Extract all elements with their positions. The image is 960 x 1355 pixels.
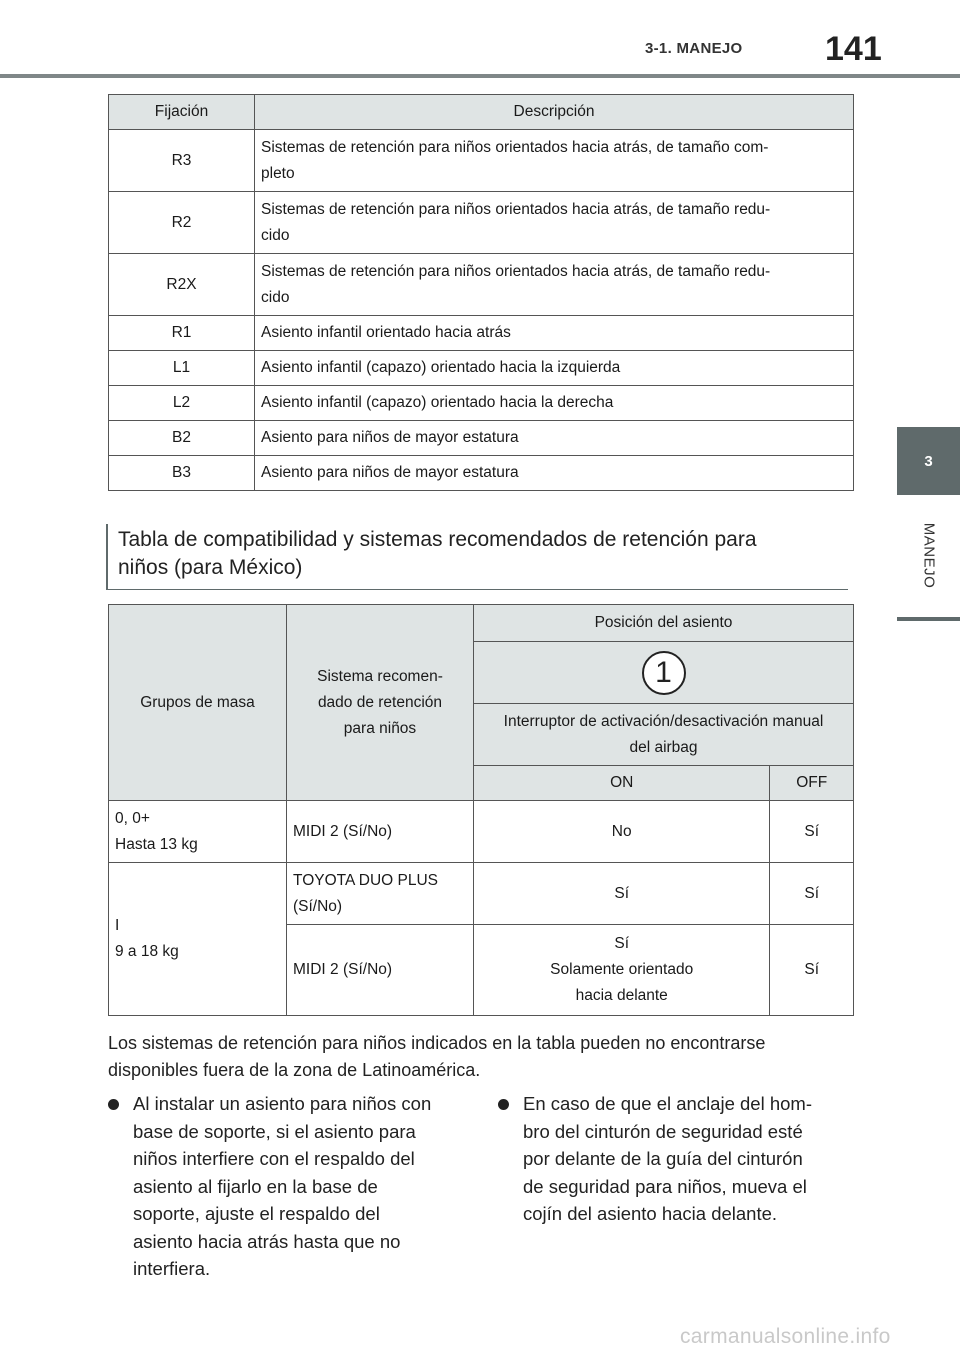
availability-note [108, 1030, 858, 1084]
group-line: Hasta 13 kg [115, 835, 198, 853]
fixation-description: Asiento para niños de mayor estatura [255, 456, 854, 491]
table-row [109, 863, 854, 925]
bullet-item [108, 1090, 468, 1283]
header-rule [0, 74, 960, 78]
bullet-text [523, 1090, 848, 1228]
table-row [109, 386, 854, 421]
note-line: Los sistemas de retención para niños indicados en la tabla pueden no encontrarse [108, 1033, 766, 1053]
fixation-description: Asiento para niños de mayor estatura [255, 421, 854, 456]
description-line: Sistemas de retención para niños orientados hacia atrás, de tamaño com- [261, 138, 769, 156]
bullet-item [498, 1090, 848, 1228]
fixation-code: R1 [109, 316, 255, 351]
seat-number-cell [474, 642, 854, 704]
table-row [109, 456, 854, 491]
system-cell [287, 863, 474, 925]
bullet-line: soporte, ajuste el respaldo del [133, 1203, 380, 1224]
system-line: (Sí/No) [293, 897, 343, 915]
fixation-description: Asiento infantil (capazo) orientado hacia la derecha [255, 386, 854, 421]
on-cell-line: hacia delante [575, 987, 668, 1004]
off-cell: Sí [770, 801, 854, 863]
bullet-line: bro del cinturón de seguridad esté [523, 1120, 803, 1142]
off-cell: Sí [770, 863, 854, 925]
switch-header-line: del airbag [629, 738, 698, 756]
chapter-tab-label [897, 495, 960, 615]
bullet-line: de seguridad para niños, mueva el [523, 1175, 807, 1197]
section-title-line: Tabla de compatibilidad y sistemas recomendados de retención para [118, 528, 757, 551]
bullet-line: asiento hacia atrás hasta que no [133, 1230, 401, 1252]
bullet-text [133, 1090, 468, 1283]
fixation-description: Asiento infantil (capazo) orientado hacia la izquierda [255, 351, 854, 386]
on-cell: No [474, 801, 770, 863]
fixation-table [108, 94, 854, 491]
system-header-line: para niños [343, 719, 417, 737]
bullet-dot-icon [498, 1099, 509, 1110]
airbag-switch-header [474, 704, 854, 766]
on-cell-line: Sí [614, 935, 630, 952]
weight-group-header: Grupos de masa [109, 605, 287, 801]
section-title-line: niños (para México) [118, 556, 303, 579]
note-line: disponibles fuera de la zona de Latinoamérica. [108, 1060, 481, 1080]
fixation-code: R3 [109, 130, 255, 192]
fixation-header: Fijación [109, 95, 255, 130]
weight-group-cell [109, 863, 287, 1016]
description-line: Sistemas de retención para niños orientados hacia atrás, de tamaño redu- [261, 200, 771, 218]
description-line: pleto [261, 164, 295, 182]
fixation-code: R2X [109, 254, 255, 316]
off-cell: Sí [770, 925, 854, 1016]
seat-position-header: Posición del asiento [474, 605, 854, 642]
on-cell: Sí [474, 863, 770, 925]
section-title [118, 526, 838, 582]
bullet-line: por delante de la guía del cinturón [523, 1148, 803, 1169]
system-cell: MIDI 2 (Sí/No) [287, 801, 474, 863]
table-row [109, 192, 854, 254]
fixation-code: B3 [109, 456, 255, 491]
on-header: ON [474, 766, 770, 801]
fixation-code: B2 [109, 421, 255, 456]
bullet-line: niños interfiere con el respaldo del [133, 1148, 415, 1169]
bullet-dot-icon [108, 1099, 119, 1110]
table-row [109, 316, 854, 351]
table-row [109, 254, 854, 316]
bullet-line: cojín del asiento hacia delante. [523, 1203, 778, 1224]
fixation-description: Asiento infantil orientado hacia atrás [255, 316, 854, 351]
weight-group-cell [109, 801, 287, 863]
switch-header-line: Interruptor de activación/desactivación manual [503, 712, 824, 730]
chapter-tab-rule [897, 617, 960, 621]
description-line: cido [261, 288, 290, 306]
fixation-description [255, 192, 854, 254]
bullet-line: base de soporte, si el asiento para [133, 1120, 416, 1142]
system-header-line: dado de retención [317, 693, 443, 711]
description-line: cido [261, 226, 290, 244]
bullet-line: Al instalar un asiento para niños con [133, 1093, 432, 1114]
bullet-line: interfiera. [133, 1258, 211, 1279]
bullet-line: asiento al fijarlo en la base de [133, 1175, 378, 1197]
section-title-bar [106, 524, 108, 590]
table-row [109, 130, 854, 192]
compatibility-table [108, 604, 854, 1016]
on-cell-line: Solamente orientado [550, 961, 694, 978]
fixation-code: L2 [109, 386, 255, 421]
description-header: Descripción [255, 95, 854, 130]
table-row [109, 421, 854, 456]
fixation-code: L1 [109, 351, 255, 386]
bullet-line: En caso de que el anclaje del hom- [523, 1093, 812, 1114]
fixation-code: R2 [109, 192, 255, 254]
page-number: 141 [825, 30, 882, 68]
off-header: OFF [770, 766, 854, 801]
table-row [109, 801, 854, 863]
table-row [109, 351, 854, 386]
group-line: I [115, 917, 120, 934]
system-header [287, 605, 474, 801]
description-line: Sistemas de retención para niños orientados hacia atrás, de tamaño redu- [261, 262, 771, 280]
system-line: TOYOTA DUO PLUS [293, 871, 438, 889]
fixation-description [255, 130, 854, 192]
on-cell [474, 925, 770, 1016]
system-cell: MIDI 2 (Sí/No) [287, 925, 474, 1016]
chapter-tab-number: 3 [897, 427, 960, 495]
seat-number-circle: 1 [642, 651, 686, 695]
group-line: 0, 0+ [115, 809, 150, 827]
section-title-rule [106, 589, 848, 590]
group-line: 9 a 18 kg [115, 943, 179, 960]
chapter-tab-text: MANEJO [920, 522, 938, 588]
section-header: 3-1. MANEJO [645, 40, 743, 57]
fixation-description [255, 254, 854, 316]
watermark-text: carmanualsonline.info [680, 1325, 891, 1348]
system-header-line: Sistema recomen- [317, 667, 443, 685]
